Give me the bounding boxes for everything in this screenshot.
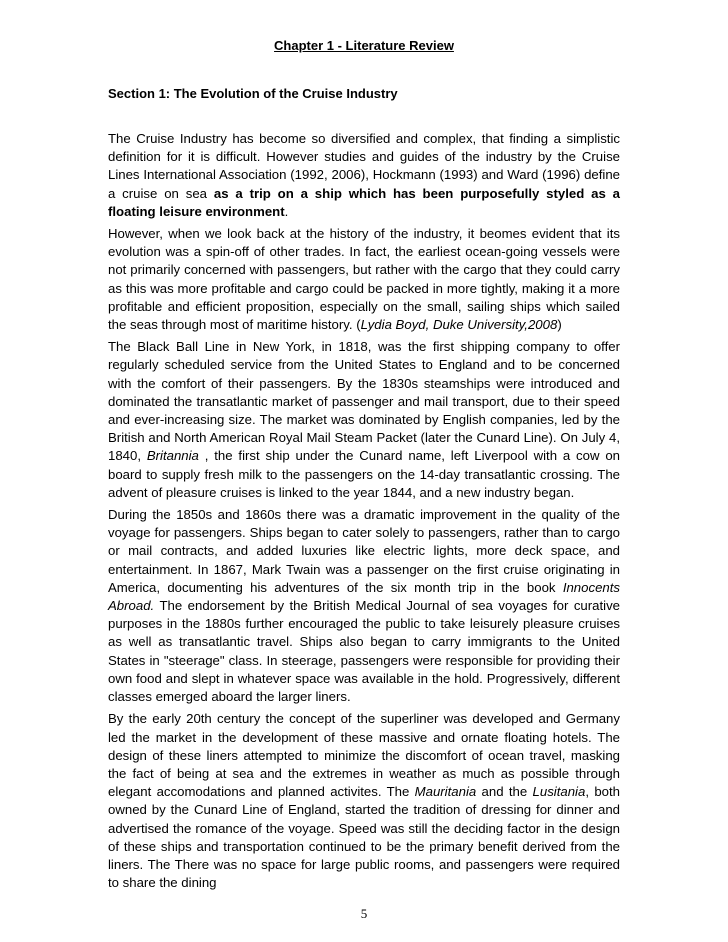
paragraph-1850s	[108, 506, 620, 706]
page-number: 5	[360, 906, 368, 921]
paragraph-text: )	[557, 317, 562, 333]
paragraph-text: The endorsement by the British Medical Journal of sea voyages for curative purposes in the 1880s further encouraged the public to take leisurely pleasure cruises as well as transatlantic travel. Ships also began to carry immigrants to the United States in "steerage" class. In steerage, passengers were responsible for providing their own food and slept in whatever space was available in the hold. Progressively, different classes emerged aboard the larger liners.	[108, 598, 620, 705]
ship-name: Mauritania	[414, 784, 477, 800]
paragraph-text: However, when we look back at the history of the industry, it beomes evident that its evolution was a spin-off of other trades. In fact, the earliest ocean-going vessels were not primarily concerned with passengers, but rather with the cargo that they could carry as this was more profitable and cargo could be packed in more tightly, making it a more profitable and efficient proposition, especially on the small, sailing ships which sailed the seas through most of maritime history. (	[108, 226, 620, 333]
paragraph-text: .	[284, 203, 289, 219]
definition-emphasis: as a trip on a ship which has been purposefully styled as a floating leisure environment	[108, 185, 620, 219]
paragraph-text: and the	[476, 784, 533, 800]
book-title: Innocents Abroad.	[108, 579, 620, 614]
section-title: Section 1: The Evolution of the Cruise Industry	[108, 86, 398, 101]
paragraph-text: The Black Ball Line in New York, in 1818, was the first shipping company to offer regularly scheduled service from the United States to England and to be concerned with the comfort of their passengers. By the 1830s steamships were introduced and dominated the transatlantic market of passenger and mail transport, due to their speed and ever-increasing size. The market was dominated by English companies, led by the British and North American Royal Mail Steam Packet (later the Cunard Line). On July 4, 1840,	[108, 339, 620, 464]
paragraph-text: The Cruise Industry has become so diversified and complex, that finding a simplistic definition for it is difficult. However studies and guides of the industry by the Cruise Lines International Association (1992, 2006), Hockmann (1993) and Ward (1996) define a cruise on sea	[108, 131, 620, 201]
paragraph-text: , the first ship under the Cunard name, left Liverpool with a cow on board to supply fresh milk to the passengers on the 14-day transatlantic crossing. The advent of pleasure cruises is linked to the year 1844, and a new industry began.	[108, 448, 620, 500]
paragraph-text: By the early 20th century the concept of the superliner was developed and Germany led the market in the development of these massive and ornate floating hotels. The design of these liners attempted to minimize the discomfort of ocean travel, masking the fact of being at sea and the extremes in weather as much as possible through elegant accomodations and planned activites. The	[108, 711, 620, 800]
paragraph-superliner	[108, 710, 620, 892]
ship-name: Britannia	[146, 448, 199, 464]
paragraph-black-ball-line	[108, 338, 620, 502]
body-text	[108, 130, 620, 896]
ship-name: Lusitania	[532, 784, 586, 800]
citation: Lydia Boyd, Duke University,2008	[360, 317, 558, 333]
chapter-title: Chapter 1 - Literature Review	[274, 38, 454, 53]
paragraph-history	[108, 225, 620, 334]
paragraph-text: , both owned by the Cunard Line of England, started the tradition of dressing for dinner and advertised the romance of the voyage. Speed was still the deciding factor in the design of these ships and transportation continued to be the primary benefit derived from the liners. The There was no space for large public rooms, and passengers were required to share the dining	[108, 784, 620, 891]
paragraph-text: During the 1850s and 1860s there was a dramatic improvement in the quality of the voyage for passengers. Ships began to cater solely to passengers, rather than to cargo or mail contracts, and added luxuries like electric lights, more deck space, and entertainment. In 1867, Mark Twain was a passenger on the first cruise originating in America, documenting his adventures of the six month trip in the book	[108, 507, 620, 595]
paragraph-definition	[108, 130, 620, 221]
